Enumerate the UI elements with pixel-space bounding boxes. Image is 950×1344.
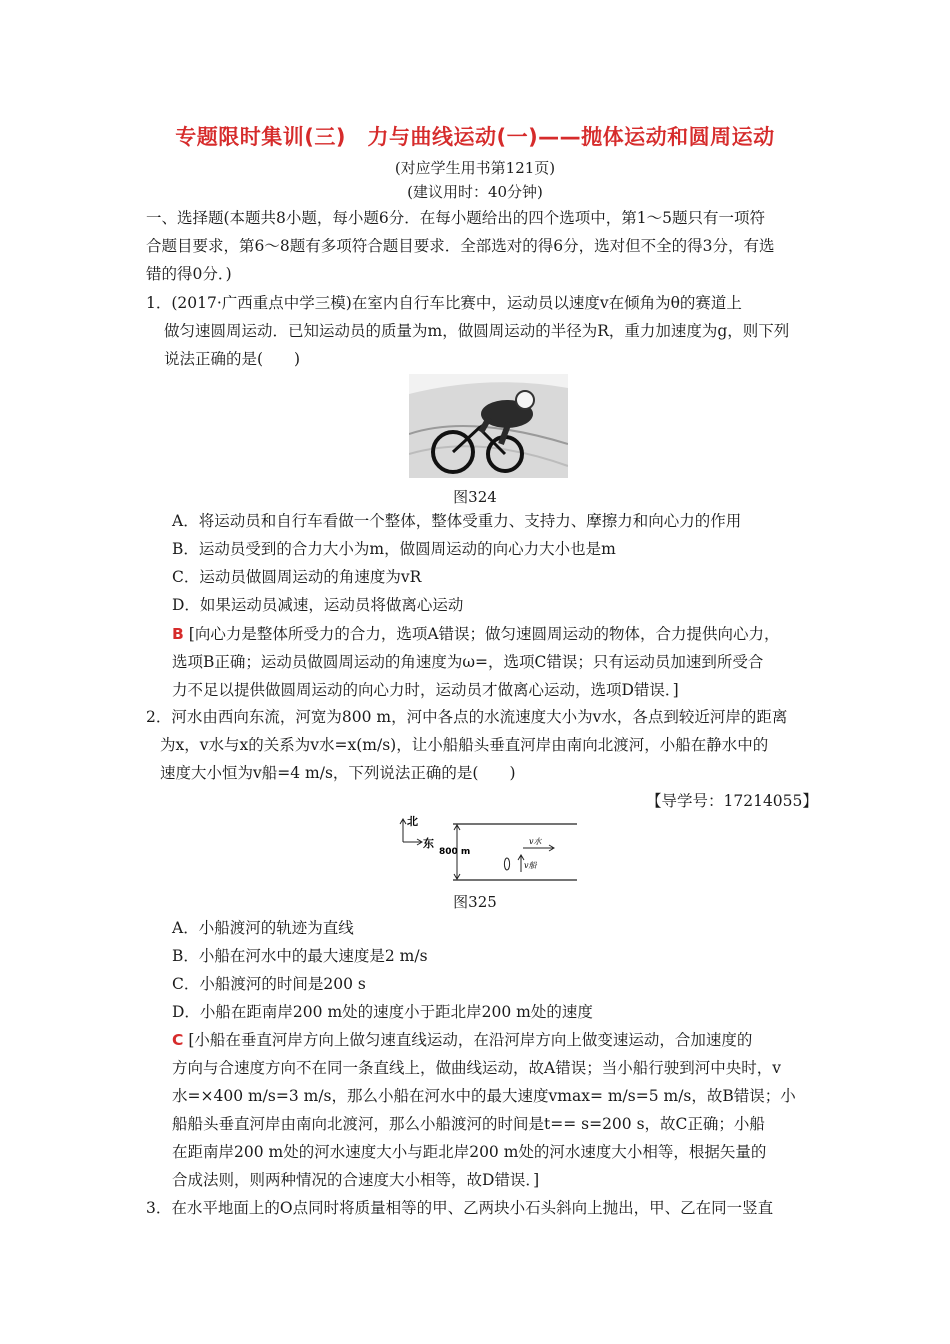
q2-stem-line-2: 为x，v水与x的关系为v水=x(m/s)，让小船船头垂直河岸由南向北渡河，小船在静水中的 — [160, 736, 769, 754]
north-label: 北 — [407, 815, 418, 828]
q1-option-d: D．如果运动员减速，运动员将做离心运动 — [172, 596, 464, 614]
figure-325-caption: 图325 — [453, 893, 497, 911]
q1-explanation-line-3: 力不足以提供做圆周运动的向心力时，运动员才做离心运动，选项D错误．] — [172, 681, 679, 699]
q2-stem-line-1: 2．河水由西向东流，河宽为800 m，河中各点的水流速度大小为v水，各点到较近河岸的距离 — [146, 708, 788, 726]
q2-stem-line-3: 速度大小恒为v船=4 m/s，下列说法正确的是( ) — [160, 764, 516, 782]
q2-explanation-line-4: 船船头垂直河岸由南向北渡河，那么小船渡河的时间是t== s=200 s，故C正确；小船 — [172, 1115, 765, 1133]
q2-explanation-text-1: [小船在垂直河岸方向上做匀速直线运动，在沿河岸方向上做变速运动，合加速度的 — [188, 1031, 753, 1049]
section-intro-line-3: 错的得0分．) — [146, 265, 232, 283]
q1-option-a: A．将运动员和自行车看做一个整体，整体受重力、支持力、摩擦力和向心力的作用 — [172, 512, 742, 530]
q1-option-c: C．运动员做圆周运动的角速度为vR — [172, 568, 422, 586]
river-diagram — [395, 812, 585, 887]
q1-explanation-line-2: 选项B正确；运动员做圆周运动的角速度为ω=，选项C错误；只有运动员加速到所受合 — [172, 653, 764, 671]
page-title: 专题限时集训(三) 力与曲线运动(一)——抛体运动和圆周运动 — [175, 125, 775, 149]
q2-explanation-line-3: 水=×400 m/s=3 m/s，那么小船在河水中的最大速度vmax= m/s=5 m/s，故B错误；小 — [172, 1087, 796, 1105]
q1-option-b: B．运动员受到的合力大小为m，做圆周运动的向心力大小也是m — [172, 540, 616, 558]
figure-324-caption: 图324 — [453, 488, 497, 506]
v-water-label: v水 — [529, 837, 542, 846]
width-label: 800 m — [439, 847, 471, 857]
q2-guide-number: 【导学号：17214055】 — [646, 792, 818, 810]
q2-explanation-line-5: 在距南岸200 m处的河水速度大小与距北岸200 m处的河水速度大小相等，根据矢量的 — [172, 1143, 767, 1161]
q2-option-b: B．小船在河水中的最大速度是2 m/s — [172, 947, 428, 965]
q1-answer-letter: B — [172, 625, 184, 643]
suggested-time: (建议用时：40分钟) — [407, 183, 543, 201]
q2-option-c: C．小船渡河的时间是200 s — [172, 975, 366, 993]
q1-stem-line-2: 做匀速圆周运动．已知运动员的质量为m，做圆周运动的半径为R，重力加速度为g，则下列 — [164, 322, 790, 340]
section-intro-line-2: 合题目要求，第6～8题有多项符合题目要求．全部选对的得6分，选对但不全的得3分，有选 — [146, 237, 775, 255]
q2-answer-letter: C — [172, 1031, 184, 1049]
q2-explanation-line-6: 合成法则，则两种情况的合速度大小相等，故D错误．] — [172, 1171, 540, 1189]
q1-explanation-text-1: [向心力是整体所受力的合力，选项A错误；做匀速圆周运动的物体，合力提供向心力， — [188, 625, 780, 643]
section-intro-line-1: 一、选择题(本题共8小题，每小题6分．在每小题给出的四个选项中，第1～5题只有一项符 — [146, 209, 765, 227]
q3-stem-line-1: 3．在水平地面上的O点同时将质量相等的甲、乙两块小石头斜向上抛出，甲、乙在同一竖直 — [146, 1199, 774, 1217]
east-label: 东 — [423, 837, 434, 850]
textbook-reference: (对应学生用书第121页) — [394, 159, 556, 177]
cyclist-photo — [409, 374, 568, 478]
q1-stem-line-1: 1．(2017·广西重点中学三模)在室内自行车比赛中，运动员以速度v在倾角为θ的赛道上 — [146, 294, 742, 312]
q2-option-a: A．小船渡河的轨迹为直线 — [172, 919, 354, 937]
q2-option-d: D．小船在距南岸200 m处的速度小于距北岸200 m处的速度 — [172, 1003, 593, 1021]
q1-answer-line-1 — [172, 624, 780, 644]
q1-stem-line-3: 说法正确的是( ) — [164, 350, 301, 368]
q2-answer-line-1 — [172, 1030, 752, 1050]
v-boat-label: v船 — [524, 861, 537, 870]
q2-explanation-line-2: 方向与合速度方向不在同一条直线上，做曲线运动，故A错误；当小船行驶到河中央时，v — [172, 1059, 781, 1077]
